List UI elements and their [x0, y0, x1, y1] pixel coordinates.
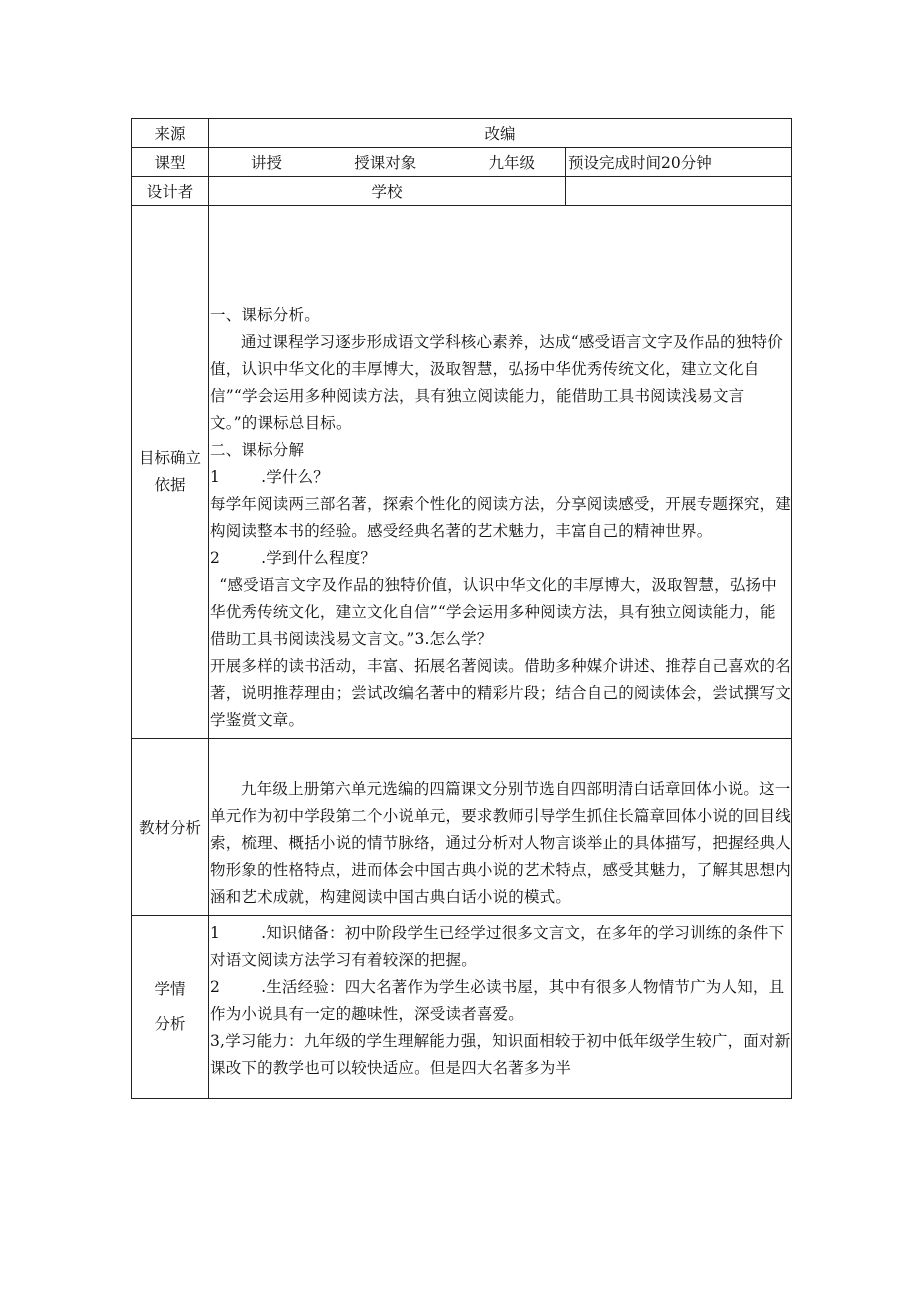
textbook-content [209, 739, 792, 916]
designer-value: 学校 [209, 177, 566, 206]
students-item-2: 2 .生活经验：四大名著作为学生必读书屋，其中有很多人物情节广为人知，且作为小说具有一定的趣味性，深受读者喜爱。 [210, 978, 785, 1023]
goal-label [132, 206, 209, 739]
goal-heading-1: 一、课标分析。 [210, 306, 320, 324]
source-row [132, 119, 792, 148]
textbook-paragraph: 九年级上册第六单元选编的四篇课文分别节选自四部明清白话章回体小说。这一单元作为初中学段第二个小说单元，要求教师引导学生抓住长篇章回体小说的回目线索，梳理、概括小说的情节脉络，通过分析对人物言谈举止的具体描写，把握经典人物形象的性格特点，进而体会中国古典小说的艺术特点，感受其魅力，了解其思想内涵和艺术成就，构建阅读中国古典白话小说的模式。 [210, 780, 791, 906]
type-cell [209, 148, 566, 177]
goal-answer-1: 每学年阅读两三部名著，探索个性化的阅读方法，分享阅读感受，开展专题探究，建构阅读整本书的经验。感受经典名著的艺术魅力，丰富自己的精神世界。 [210, 495, 791, 540]
type-value: 讲授 [251, 154, 283, 172]
goal-paragraph-1: 通过课程学习逐步形成语文学科核心素养，达成“感受语言文字及作品的独特价值，认识中华文化的丰厚博大，汲取智慧，弘扬中华优秀传统文化，建立文化自信”“学会运用多种阅读方法，具有独立阅读能力，能借助工具书阅读浅易文言文。”的课标总目标。 [210, 333, 783, 432]
goal-question-2: 2 .学到什么程度？ [210, 549, 377, 567]
students-label-line1: 学情 [154, 980, 186, 998]
goal-label-line2: 依据 [154, 476, 186, 494]
type-row [132, 148, 792, 177]
source-value: 改编 [209, 119, 792, 148]
students-row [132, 916, 792, 1099]
students-label [132, 916, 209, 1099]
audience-value: 九年级 [488, 154, 535, 172]
goal-question-1: 1 .学什么？ [210, 468, 330, 486]
audience-label: 授课对象 [354, 154, 417, 172]
lesson-plan-document [131, 118, 791, 1099]
goal-heading-2: 二、课标分解 [210, 441, 305, 459]
type-label: 课型 [132, 148, 209, 177]
students-label-line2: 分析 [154, 1015, 186, 1033]
source-label: 来源 [132, 119, 209, 148]
time-cell [566, 148, 792, 177]
time-text: 预设完成时间20分钟 [568, 154, 712, 172]
goal-answer-3: 开展多样的读书活动，丰富、拓展名著阅读。借助多种媒介讲述、推荐自己喜欢的名著，说明推荐理由；尝试改编名著中的精彩片段；结合自己的阅读体会，尝试撰写文学鉴赏文章。 [210, 657, 791, 729]
goal-answer-2: “感受语言文字及作品的独特价值，认识中华文化的丰厚博大，汲取智慧，弘扬中华优秀传统文化，建立文化自信”“学会运用多种阅读方法，具有独立阅读能力，能借助工具书阅读浅易文言文。”3.怎么学？ [210, 576, 777, 648]
designer-label: 设计者 [132, 177, 209, 206]
designer-extra [566, 177, 792, 206]
goal-content [209, 206, 792, 739]
textbook-row [132, 739, 792, 916]
goal-row [132, 206, 792, 739]
students-item-1: 1 .知识储备：初中阶段学生已经学过很多文言文，在多年的学习训练的条件下对语文阅读方法学习有着较深的把握。 [210, 924, 785, 969]
students-item-3: 3,学习能力：九年级的学生理解能力强，知识面相较于初中低年级学生较广，面对新课改下的教学也可以较快适应。但是四大名著多为半 [210, 1032, 791, 1077]
lesson-plan-table [131, 118, 792, 1099]
designer-row [132, 177, 792, 206]
students-content [209, 916, 792, 1099]
textbook-label: 教材分析 [132, 739, 209, 916]
goal-label-line1: 目标确立 [138, 449, 201, 467]
